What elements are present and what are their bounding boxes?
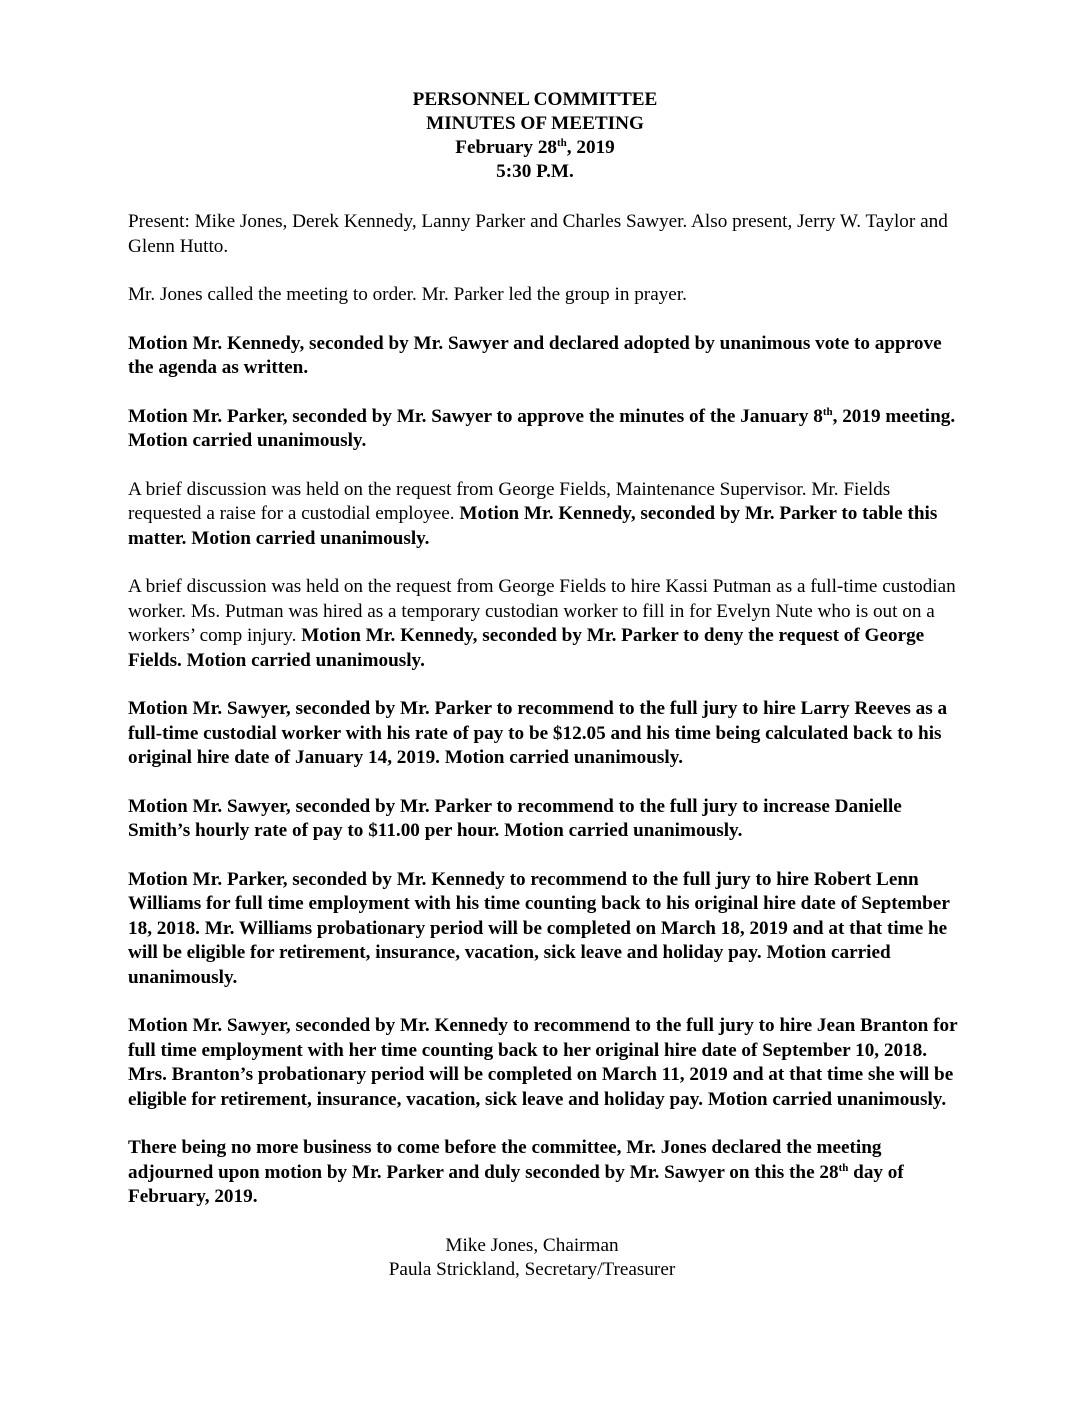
motion-minutes-paragraph: Motion Mr. Parker, seconded by Mr. Sawyer to approve the minutes of the January 8th, 2019 meeting. Motion carried unanimously. <box>128 405 956 451</box>
document-header <box>112 88 958 184</box>
call-to-order-paragraph: Mr. Jones called the meeting to order. Mr. Parker led the group in prayer. <box>128 284 687 305</box>
chairman-signature: Mike Jones, Chairman <box>445 1234 619 1256</box>
meeting-date: February 28th, 2019 <box>455 137 615 158</box>
attendance-paragraph: Present: Mike Jones, Derek Kennedy, Lanny Parker and Charles Sawyer. Also present, Jerry W. Taylor and Glenn Hutto. <box>128 211 948 257</box>
motion-reeves-paragraph: Motion Mr. Sawyer, seconded by Mr. Parker to recommend to the full jury to hire Larry Reeves as a full-time custodial worker with his rate of pay to be $12.05 and his time being calculated back to his original hire date of January 14, 2019. Motion carried unanimously. <box>128 698 948 768</box>
signature-block <box>106 1234 958 1283</box>
committee-title: PERSONNEL COMMITTEE <box>412 89 658 110</box>
motion-agenda-paragraph: Motion Mr. Kennedy, seconded by Mr. Sawyer and declared adopted by unanimous vote to approve the agenda as written. <box>128 332 942 378</box>
document-title: MINUTES OF MEETING <box>426 113 644 134</box>
discussion-raise-paragraph: A brief discussion was held on the request from George Fields, Maintenance Supervisor. Mr. Fields requested a raise for a custodial employee. Motion Mr. Kennedy, seconded by Mr. Parker to table this matter. Motion carried unanimously. <box>128 478 938 549</box>
motion-smith-paragraph: Motion Mr. Sawyer, seconded by Mr. Parker to recommend to the full jury to increase Danielle Smith’s hourly rate of pay to $11.00 per hour. Motion carried unanimously. <box>128 795 902 841</box>
discussion-hire-paragraph: A brief discussion was held on the request from George Fields to hire Kassi Putman as a full-time custodian worker. Ms. Putman was hired as a temporary custodian worker to fill in for Evelyn Nute who is out on a workers’ comp injury. Motion Mr. Kennedy, seconded by Mr. Parker to deny the request of George Fields. Motion carried unanimously. <box>128 576 956 671</box>
adjournment-paragraph: There being no more business to come before the committee, Mr. Jones declared the meeting adjourned upon motion by Mr. Parker and duly seconded by Mr. Sawyer on this the 28th day of February, 2019. <box>128 1137 904 1207</box>
motion-branton-paragraph: Motion Mr. Sawyer, seconded by Mr. Kennedy to recommend to the full jury to hire Jean Branton for full time employment with her time counting back to her original hire date of September 10, 2018. Mrs. Branton’s probationary period will be completed on March 11, 2019 and at that time she will be eligible for retirement, insurance, vacation, sick leave and holiday pay. Motion carried unanimously. <box>128 1015 958 1110</box>
document-page <box>128 88 958 1283</box>
secretary-signature: Paula Strickland, Secretary/Treasurer <box>388 1259 676 1280</box>
motion-williams-paragraph: Motion Mr. Parker, seconded by Mr. Kennedy to recommend to the full jury to hire Robert Lenn Williams for full time employment with his time counting back to his original hire date of September 18, 2018. Mr. Williams probationary period will be completed on March 18, 2019 and at that time he will be eligible for retirement, insurance, vacation, sick leave and holiday pay. Motion carried unanimously. <box>128 868 950 988</box>
meeting-time: 5:30 P.M. <box>496 161 574 182</box>
